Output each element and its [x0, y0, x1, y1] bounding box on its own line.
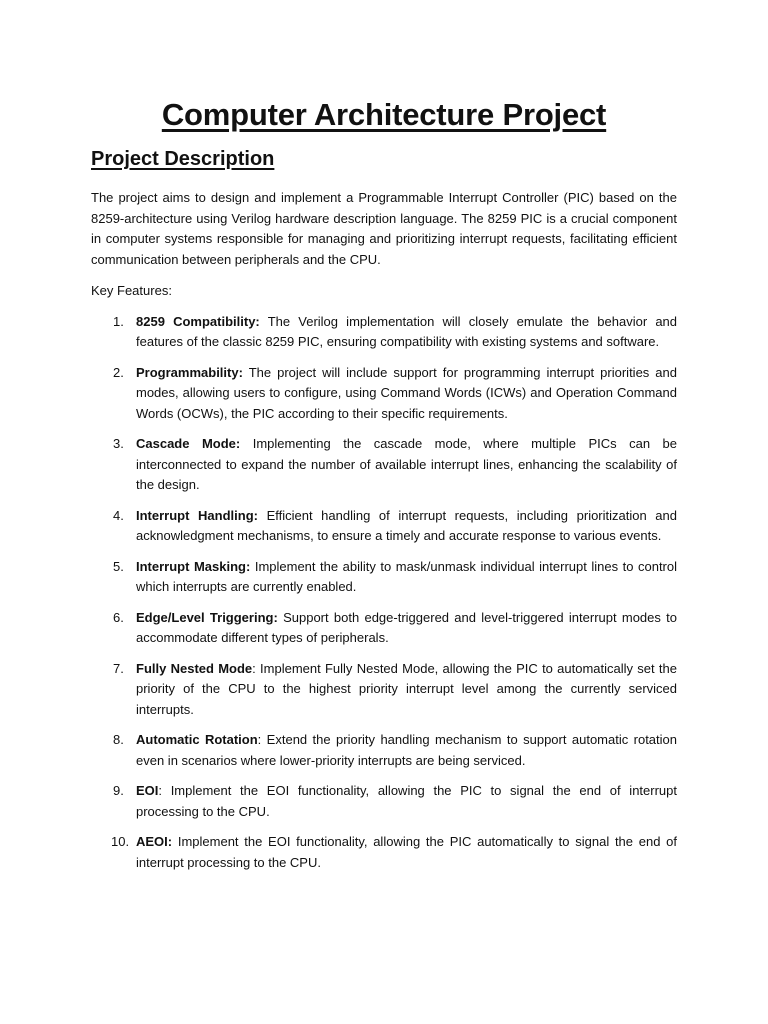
document-title: Computer Architecture Project — [161, 97, 607, 132]
feature-name: Interrupt Handling: — [136, 507, 258, 523]
feature-number: 4. — [113, 507, 124, 523]
section-heading: Project Description — [91, 148, 275, 170]
feature-item — [91, 434, 677, 496]
feature-item — [91, 506, 677, 547]
intro-paragraph: The project aims to design and implement a Programmable Interrupt Controller (PIC) based on the 8259-architecture using Verilog hardware description language. The 8259 PIC is a crucial component in computer systems responsible for managing and prioritizing interrupt requests, facilitating efficient communication between peripherals and the CPU. — [91, 190, 677, 267]
feature-item — [91, 557, 677, 598]
feature-number: 6. — [113, 609, 124, 625]
feature-number: 5. — [113, 558, 124, 574]
feature-number: 10. — [111, 834, 130, 849]
feature-number: 9. — [113, 783, 124, 798]
feature-item — [91, 781, 677, 822]
feature-item — [91, 363, 677, 425]
feature-description: : Implement Fully Nested Mode, allowing the PIC to automatically set the priority of the CPU to the highest priority interrupt level among the currently serviced interrupts. — [136, 660, 677, 717]
feature-name: Automatic Rotation — [136, 732, 258, 747]
feature-item — [91, 832, 677, 873]
feature-description: : Implement the EOI functionality, allowing the PIC to signal the end of interrupt processing to the CPU. — [136, 783, 677, 819]
feature-description: Implement the ability to mask/unmask individual interrupt lines to control which interrupts are currently enabled. — [136, 558, 677, 594]
feature-name: AEOI: — [136, 834, 173, 849]
feature-item — [91, 312, 677, 353]
feature-description: Implementing the cascade mode, where multiple PICs can be interconnected to expand the number of available interrupt lines, enhancing the scalability of the design. — [136, 436, 677, 492]
feature-name: Edge/Level Triggering: — [136, 609, 278, 625]
feature-name: 8259 Compatibility: — [136, 313, 260, 329]
feature-description: : Extend the priority handling mechanism to support automatic rotation even in scenarios where lower-priority interrupts are being serviced. — [136, 732, 677, 768]
feature-description: The Verilog implementation will closely emulate the behavior and features of the classic 8259 PIC, ensuring compatibility with existing systems and software. — [136, 313, 678, 349]
feature-description: Implement the EOI functionality, allowing the PIC automatically to signal the end of interrupt processing to the CPU. — [136, 834, 677, 870]
feature-name: EOI — [136, 783, 159, 798]
feature-item — [91, 659, 677, 721]
feature-name: Cascade Mode: — [136, 436, 241, 451]
feature-number: 8. — [113, 732, 124, 747]
feature-name: Interrupt Masking: — [136, 558, 251, 574]
feature-number: 2. — [113, 364, 124, 380]
feature-description: The project will include support for programming interrupt priorities and modes, allowing users to configure, using Command Words (ICWs) and Operation Command Words (OCWs), the PIC according to their specific requirements. — [136, 364, 677, 421]
feature-list — [91, 312, 677, 874]
feature-number: 3. — [113, 436, 124, 451]
feature-number: 1. — [113, 313, 124, 329]
feature-description: Efficient handling of interrupt requests, including prioritization and acknowledgment mechanisms, to ensure a timely and accurate response to various events. — [136, 507, 677, 543]
feature-item — [91, 608, 677, 649]
feature-name: Programmability: — [136, 364, 243, 380]
feature-name: Fully Nested Mode — [136, 660, 253, 676]
feature-item — [91, 730, 677, 771]
feature-description: Support both edge-triggered and level-triggered interrupt modes to accommodate different types of peripherals. — [136, 609, 678, 645]
feature-number: 7. — [113, 660, 124, 676]
key-features-label: Key Features: — [91, 283, 172, 298]
